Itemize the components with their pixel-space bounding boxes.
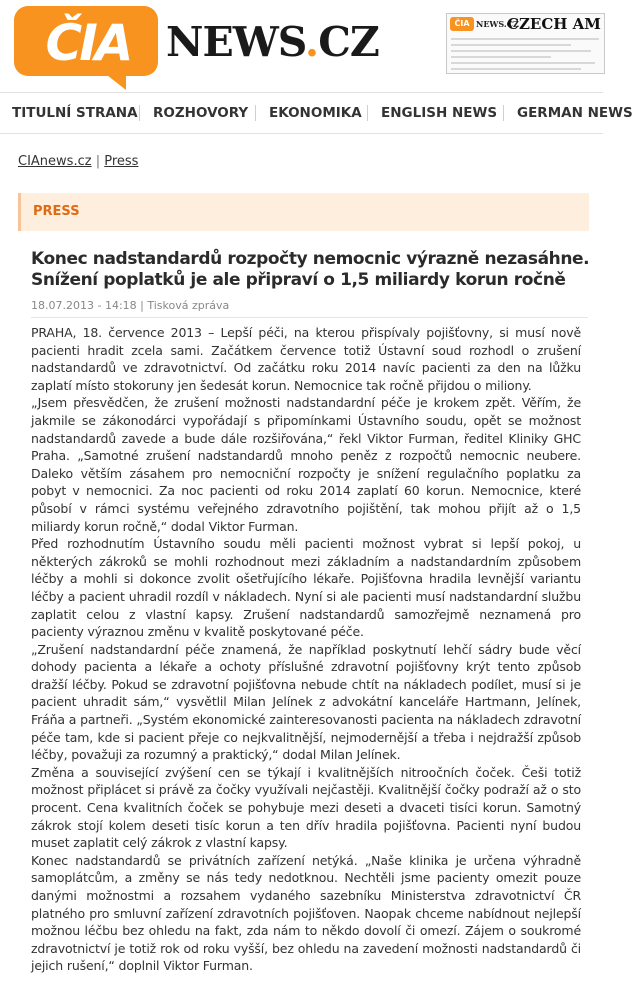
article-paragraph: „Jsem přesvědčen, že zrušení možnosti nadstandardní péče je krokem zpět. Věřím, že jakmile se zákonodárci vypořádají s připomínkami Ústavního soudu, opět se možnost nadstandardů zavede a bude dále rozšiřována,“ řekl Viktor Furman, ředitel Kliniky GHC Praha. „Samotné zrušení nadstandardů mnoho peněz z rozpočtů nemocnic neubere. Daleko větším zásahem pro nemocniční rozpočty je snížení regulačního poplatku za pobyt v nemocnici. Za noc pacienti od roku 2014 zaplatí 60 korun. Nemocnice, které působí v rámci systému veřejného zdravotního pojištění, tak mohou přijít až o 1,5 miliardy korun ročně,“ dodal Viktor Furman. bbox=[31, 395, 581, 534]
breadcrumb bbox=[18, 153, 138, 171]
breadcrumb-home-link[interactable]: CIAnews.cz bbox=[18, 154, 92, 169]
breadcrumb-current-link[interactable]: Press bbox=[104, 154, 139, 169]
meta-separator: | bbox=[140, 299, 144, 312]
nav-item-english-news[interactable]: ENGLISH NEWS bbox=[381, 105, 498, 121]
logo-dot: . bbox=[304, 18, 319, 66]
nav-item-german-news[interactable]: GERMAN NEWS bbox=[517, 105, 633, 121]
meta-divider bbox=[31, 317, 588, 318]
thumbnail-title: CZECH AM bbox=[507, 15, 601, 33]
article-date: 18.07.2013 - 14:18 bbox=[31, 299, 137, 312]
article-paragraph: Změna a související zvýšení cen se týkají i kvalitnějších nitroočních čoček. Češi totiž možnost připlácet si právě za čočky využívali nejčastěji. Kvalitnější čočky podraží až o sto procent. Cena kvalitních čoček se pohybuje mezi deseti a dvaceti tisíci korun. Samotný zákrok stojí kolem deseti tisíc korun a ten dřív hradila pojišťovna. Pacienti nyní budou muset zaplatit celý zákrok z vlastní kapsy. bbox=[31, 764, 581, 851]
logo-cia-text: ČIA bbox=[45, 14, 131, 72]
site-header bbox=[0, 0, 603, 90]
nav-separator bbox=[139, 105, 140, 121]
article-title: Konec nadstandardů rozpočty nemocnic výrazně nezasáhne. Snížení poplatků je ale připraví o 1,5 miliardy korun ročně bbox=[31, 249, 590, 290]
article-meta bbox=[31, 299, 229, 313]
section-title: PRESS bbox=[33, 204, 80, 219]
thumbnail-text-line bbox=[451, 50, 591, 52]
logo-news-text bbox=[166, 16, 379, 68]
article-paragraph: Před rozhodnutím Ústavního soudu měli pacienti možnost vybrat si lepší pokoj, u některých zákroků se mohli rozhodnout mezi základním a nadstandardním způsobem léčby a mohli si dokonce zvolit ošetřujícího lékaře. Pojišťovna hradila levnější variantu léčby a pacient uhradil rozdíl v nákladech. Nyní si ale pacienti musí nadstandardní službu zaplatit celou z vlastní kapsy. Zrušení nadstandardů samozřejmě neznamená pro pacienty výraznou změnu v kvalitě poskytované péče. bbox=[31, 536, 581, 640]
article-paragraph: „Zrušení nadstandardní péče znamená, že například poskytnutí lehčí sádry bude věcí dohody pacienta a lékaře a ochoty příslušné zdravotní pojišťovny krýt tento způsob dražší léčby. Pokud se zdravotní pojišťovna nebude chtít na nákladech podílet, musí si je pacient uhradit sám,“ vysvětlil Milan Jelínek z advokátní kanceláře Hartmann, Jelínek, Fráňa a partneři. „Systém ekonomické zainteresovanosti pacienta na nákladech zdravotní péče tam, kde si pacient přeje co nejkvalitnější, nejmodernější a třeba i nejdražší způsob léčby, považuji za rozumný a praktický,“ dodal Milan Jelínek. bbox=[31, 641, 581, 763]
thumbnail-text-line bbox=[451, 68, 581, 70]
thumbnail-logo: ČIA bbox=[450, 17, 474, 31]
thumbnail-text-line bbox=[451, 38, 599, 40]
nav-item-titulni-strana[interactable]: TITULNÍ STRANA bbox=[12, 105, 138, 121]
nav-separator bbox=[503, 105, 504, 121]
nav-item-rozhovory[interactable]: ROZHOVORY bbox=[153, 105, 249, 121]
thumbnail-text-line bbox=[451, 62, 595, 64]
nav-separator bbox=[367, 105, 368, 121]
thumbnail-text-line bbox=[451, 44, 571, 46]
article-paragraph: Konec nadstandardů se privátních zařízení netýká. „Naše klinika je určena výhradně samoplátcům, a změny se nás tedy nedotknou. Nechtěli jsme pacienty omezit pouze danými možnostmi a rozsahem vydaného sazebníku Ministerstva zdravotnictví ČR platného pro smluvní zařízení zdravotních pojišťoven. Naopak chceme nabídnout nejlepší možnou léčbu bez ohledu na fakt, zda nám to někdo dovolí či omezí. Zájem o soukromé zdravotnictví je totiž rok od roku vyšší, bez ohledu na zavedení možnosti nadstandardů či jejich rušení,“ doplnil Viktor Furman. bbox=[31, 852, 581, 974]
breadcrumb-separator: | bbox=[95, 154, 101, 169]
logo-news-word: NEWS bbox=[166, 18, 305, 66]
site-logo[interactable] bbox=[14, 6, 379, 84]
main-navigation bbox=[0, 92, 633, 134]
nav-item-ekonomika[interactable]: EKONOMIKA bbox=[269, 105, 362, 121]
newsletter-thumbnail[interactable] bbox=[446, 13, 605, 74]
article-type: Tisková zpráva bbox=[147, 299, 230, 312]
logo-cz-word: CZ bbox=[318, 18, 379, 66]
section-header bbox=[18, 193, 589, 231]
thumbnail-news-text: NEWS.CZ bbox=[476, 19, 519, 29]
article-body bbox=[31, 324, 581, 975]
thumbnail-text-line bbox=[451, 56, 551, 58]
article-paragraph: PRAHA, 18. července 2013 – Lepší péči, na kterou přispívaly pojišťovny, si musí nově pacienti hradit zcela sami. Začátkem července totiž Ústavní soud rozhodl o zrušení nadstandardů ve zdravotnictví. Od začátku roku 2014 navíc pacienti za den na lůžku zaplatí místo stokoruny jen šedesát korun. Nemocnice tak ročně přijdou o miliony. bbox=[31, 325, 581, 393]
nav-separator bbox=[255, 105, 256, 121]
